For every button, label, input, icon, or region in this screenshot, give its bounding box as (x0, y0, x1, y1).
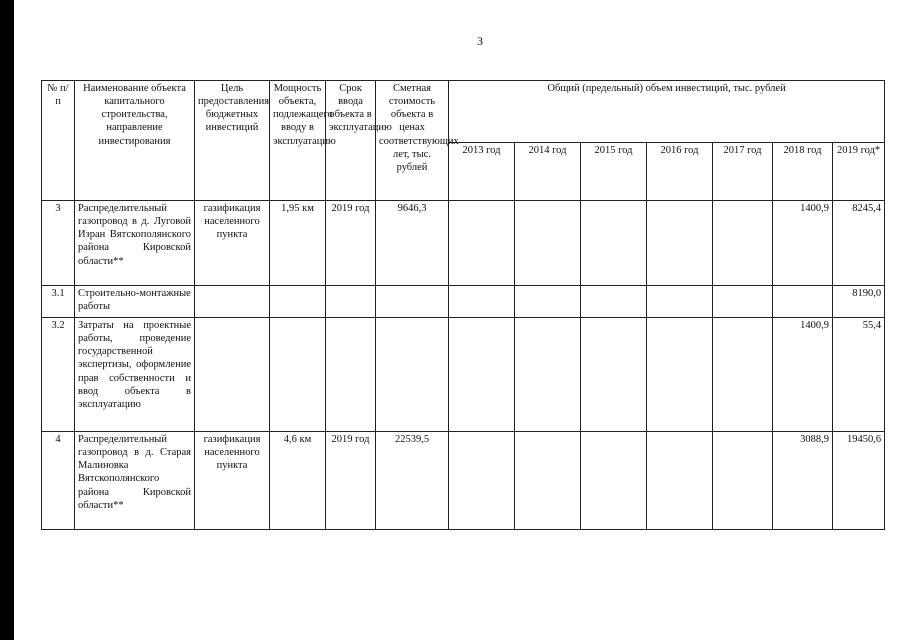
row-value-2013 (449, 318, 515, 432)
row-value-2018: 1400,9 (773, 201, 833, 286)
row-value-2018 (773, 286, 833, 318)
row-deadline: 2019 год (326, 432, 376, 530)
header-capacity: Мощность объекта, подлежащего вводу в эксплуатацию (270, 81, 326, 201)
row-value-2015 (581, 201, 647, 286)
row-cost: 9646,3 (376, 201, 449, 286)
row-cost: 22539,5 (376, 432, 449, 530)
row-value-2017 (713, 286, 773, 318)
table-row (42, 286, 885, 318)
header-year: 2016 год (647, 143, 713, 201)
row-num: 4 (42, 432, 75, 530)
row-value-2016 (647, 201, 713, 286)
scan-edge (0, 0, 14, 640)
table-row (42, 201, 885, 286)
row-value-2014 (515, 432, 581, 530)
row-value-2018: 3088,9 (773, 432, 833, 530)
header-cost: Сметная стоимость объекта в ценах соответствующих лет, тыс. рублей (376, 81, 449, 201)
row-value-2019: 19450,6 (833, 432, 885, 530)
row-value-2019: 8245,4 (833, 201, 885, 286)
row-value-2014 (515, 286, 581, 318)
row-num: 3 (42, 201, 75, 286)
row-value-2014 (515, 318, 581, 432)
row-num: 3.1 (42, 286, 75, 318)
row-value-2017 (713, 201, 773, 286)
row-deadline: 2019 год (326, 201, 376, 286)
row-value-2016 (647, 318, 713, 432)
header-year: 2019 год* (833, 143, 885, 201)
header-total-invest: Общий (предельный) объем инвестиций, тыс. рублей (449, 81, 885, 143)
row-goal (195, 286, 270, 318)
row-deadline (326, 318, 376, 432)
row-capacity: 4,6 км (270, 432, 326, 530)
row-cost (376, 286, 449, 318)
header-year: 2014 год (515, 143, 581, 201)
row-value-2013 (449, 201, 515, 286)
header-year: 2018 год (773, 143, 833, 201)
row-value-2014 (515, 201, 581, 286)
header-num: № п/п (42, 81, 75, 201)
row-value-2019: 55,4 (833, 318, 885, 432)
row-value-2015 (581, 286, 647, 318)
header-year: 2013 год (449, 143, 515, 201)
row-value-2017 (713, 432, 773, 530)
row-value-2017 (713, 318, 773, 432)
header-deadline: Срок ввода объекта в эксплуатацию (326, 81, 376, 201)
row-name: Затраты на проектные работы, проведение государственной экспертизы, оформление прав собственности и ввод объекта в эксплуатацию (75, 318, 195, 432)
row-num: 3.2 (42, 318, 75, 432)
header-name: Наименование объекта капитального строительства, направление инвестирования (75, 81, 195, 201)
header-year: 2015 год (581, 143, 647, 201)
investment-table (41, 80, 885, 530)
row-capacity (270, 286, 326, 318)
row-goal: газификация населенного пункта (195, 432, 270, 530)
row-capacity (270, 318, 326, 432)
row-deadline (326, 286, 376, 318)
row-cost (376, 318, 449, 432)
row-value-2013 (449, 286, 515, 318)
table-row (42, 318, 885, 432)
row-value-2015 (581, 318, 647, 432)
table-row (42, 432, 885, 530)
row-goal: газификация населенного пункта (195, 201, 270, 286)
row-value-2016 (647, 432, 713, 530)
row-capacity: 1,95 км (270, 201, 326, 286)
row-value-2013 (449, 432, 515, 530)
row-value-2016 (647, 286, 713, 318)
row-name: Распределительный газопровод в д. Старая Малиновка Вятскополянского района Кировской области** (75, 432, 195, 530)
row-value-2015 (581, 432, 647, 530)
row-value-2018: 1400,9 (773, 318, 833, 432)
row-name: Строительно-монтажные работы (75, 286, 195, 318)
row-name: Распределительный газопровод в д. Луговой Изран Вятскополянского района Кировской области** (75, 201, 195, 286)
header-year: 2017 год (713, 143, 773, 201)
row-value-2019: 8190,0 (833, 286, 885, 318)
header-goal: Цель предоставления бюджетных инвестиций (195, 81, 270, 201)
page-number: 3 (477, 34, 483, 48)
row-goal (195, 318, 270, 432)
